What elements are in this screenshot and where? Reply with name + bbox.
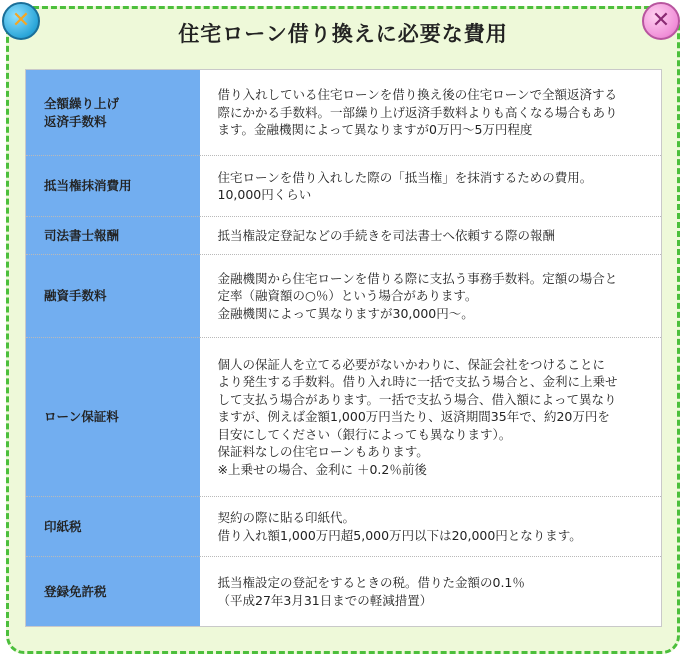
table-row — [26, 497, 662, 557]
description-line: 借り入れしている住宅ローンを借り換え後の住宅ローンで全額返済する — [217, 87, 618, 103]
description-line: 金融機関によって異なりますが30,000円～。 — [217, 305, 474, 321]
description-line: 目安にしてください（銀行によっても異なります）。 — [217, 426, 512, 442]
description-line: ※上乗せの場合、金利に ＋0.2％前後 — [217, 461, 427, 477]
description-line: 際にかかる手数料。一部繰り上げ返済手数料よりも高くなる場合もあり — [217, 104, 618, 120]
table-row — [26, 255, 662, 338]
description-line: 10,000円くらい — [217, 187, 312, 202]
description-line: 抵当権設定登記などの手続きを司法書士へ依頼する際の報酬 — [217, 227, 556, 243]
description-line: （平成27年3月31日までの軽減措置） — [217, 592, 433, 608]
label-line: 全額繰り上げ — [44, 96, 120, 111]
label-line: 登録免許税 — [44, 583, 107, 599]
description-line: して支払う場合があります。一括で支払う場合、借入額によって異なり — [217, 391, 617, 407]
description-line: 個人の保証人を立てる必要がないかわりに、保証会社をつけることに — [217, 356, 606, 372]
row-label — [26, 217, 200, 255]
row-label — [26, 255, 200, 338]
row-label — [26, 338, 200, 497]
table-row — [26, 217, 662, 255]
row-description — [200, 255, 662, 338]
cross-stitch-icon: ✕ — [11, 8, 31, 33]
row-description — [200, 497, 662, 557]
label-line: 返済手数料 — [44, 113, 107, 129]
description-line: 住宅ローンを借り入れした際の「抵当権」を抹消するための費用。 — [217, 169, 593, 185]
label-line: ローン保証料 — [44, 409, 119, 425]
table-row — [26, 338, 662, 497]
row-description — [200, 557, 662, 627]
description-line: 定率（融資額の○％）という場合があります。 — [217, 288, 478, 304]
row-label — [26, 156, 200, 217]
description-line: 金融機関から住宅ローンを借りる際に支払う事務手数料。定額の場合と — [217, 270, 618, 286]
label-line: 印紙税 — [44, 518, 82, 534]
description-line: より発生する手数料。借り入れ時に一括で支払う場合と、金利に上乗せ — [217, 374, 618, 390]
cost-table — [25, 69, 662, 627]
row-label — [26, 70, 200, 156]
description-line: 契約の際に貼る印紙代。 — [217, 510, 356, 525]
description-line: ますが、例えば金額1,000万円当たり、返済期間35年で、約20万円を — [217, 409, 610, 425]
label-line: 司法書士報酬 — [44, 227, 120, 243]
table-row — [26, 70, 662, 156]
table-row — [26, 557, 662, 627]
label-line: 融資手数料 — [44, 288, 107, 304]
row-label — [26, 557, 200, 627]
label-line: 抵当権抹消費用 — [44, 178, 132, 194]
cross-stitch-icon: ✕ — [651, 8, 671, 33]
row-description — [200, 217, 662, 255]
page-title: 住宅ローン借り換えに必要な費用 — [178, 22, 508, 46]
row-description — [200, 70, 662, 156]
row-description — [200, 156, 662, 217]
description-line: 保証料なしの住宅ローンもあります。 — [217, 444, 429, 460]
row-description — [200, 338, 662, 497]
row-label — [26, 497, 200, 557]
description-line: 抵当権設定の登記をするときの税。借りた金額の0.1％ — [217, 575, 525, 590]
description-line: ます。金融機関によって異なりますが0万円～5万円程度 — [217, 122, 533, 138]
description-line: 借り入れ額1,000万円超5,000万円以下は20,000円となります。 — [217, 527, 582, 543]
table-row — [26, 156, 662, 217]
